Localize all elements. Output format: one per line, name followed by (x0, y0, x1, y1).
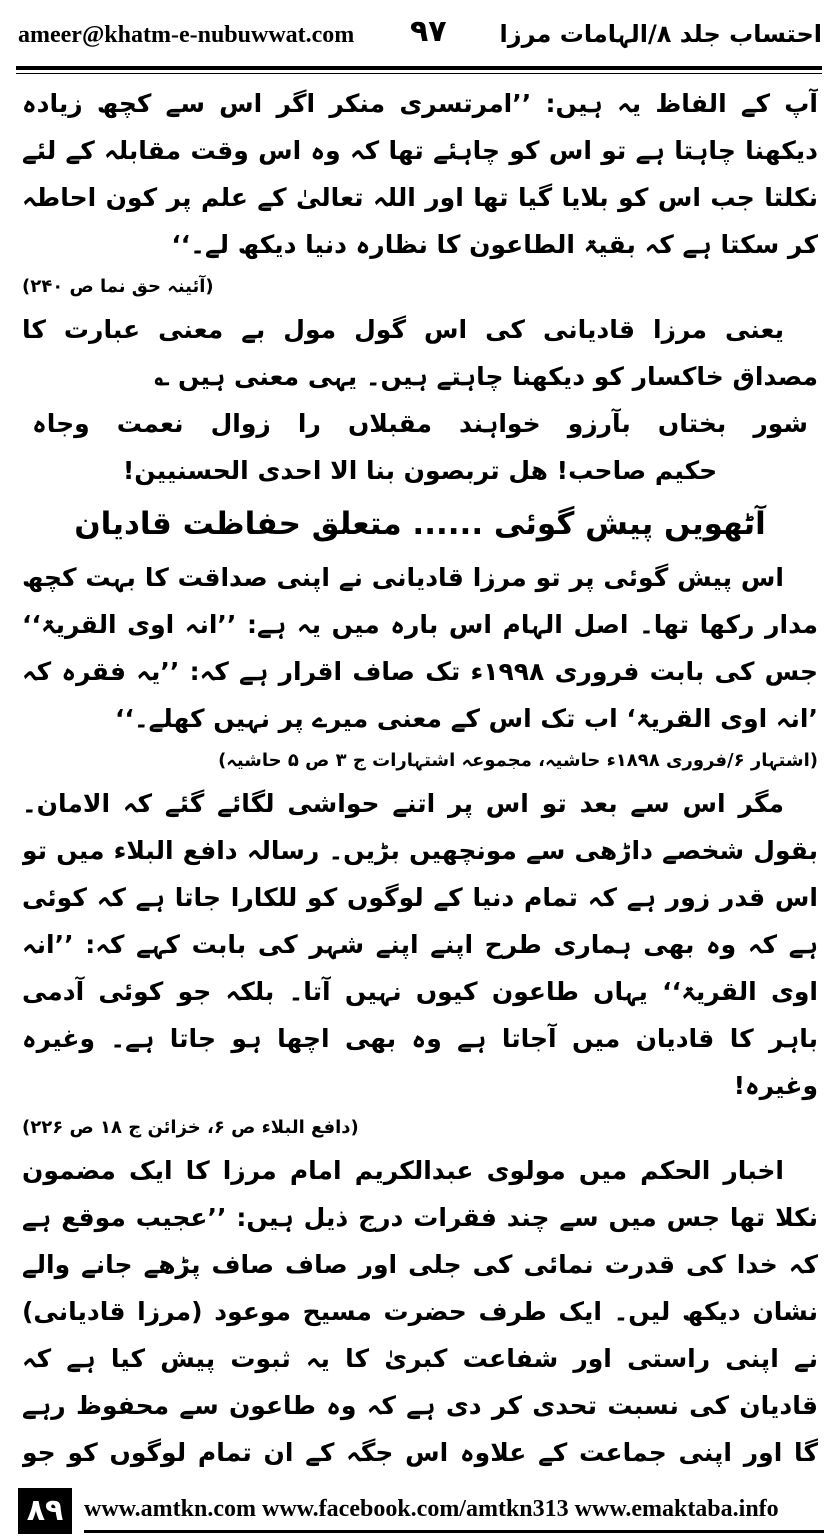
header-rule-thick (16, 66, 822, 70)
reference-3: (دافع البلاء ص ۶، خزائن ج ۱۸ ص ۲۲۶) (22, 1117, 359, 1138)
paragraph-alhakam: اخبار الحکم میں مولوی عبدالکریم امام مرزا کا ایک مضمون نکلا تھا جس میں سے چند فقرات درج ذیل ہیں: ’’عجیب موقع ہے کہ خدا کی قدرت نمائی کی جلی اور صاف صاف پڑھے جانے والے نشان دیکھ لیں۔ ایک طرف حضرت مسیح موعود (مرزا قادیانی) نے اپنی راستی اور شفاعت کبریٰ کا یہ ثبوت پیش کیا ہے کہ قادیان کی نسبت تحدی کر دی ہے کہ وہ طاعون سے محفوظ رہے گا اور اپنی جماعت کے علاوہ اس جگہ کے ان تمام لوگوں کو جو (22, 1156, 818, 1467)
verse-word: بختاں (657, 409, 727, 438)
header-email: ameer@khatm-e-nubuwwat.com (18, 22, 355, 48)
verse-word: شور (753, 409, 808, 438)
header-page-number: ۹۷ (410, 14, 447, 49)
arabic-challenge: حکیم صاحب! هل تربصون بنا الا احدی الحسنیین! (122, 456, 718, 485)
persian-verse (22, 400, 818, 447)
footer-rule (84, 1530, 824, 1533)
footer-websites: www.amtkn.com www.facebook.com/amtkn313 www.emaktaba.info (84, 1496, 779, 1522)
page-header (0, 0, 840, 76)
page-footer (0, 1488, 840, 1540)
header-rule-thin (16, 73, 822, 74)
verse-word: نعمت (116, 409, 184, 438)
paragraph-prophecy: اس پیش گوئی پر تو مرزا قادیانی نے اپنی صداقت کا بہت کچھ مدار رکھا تھا۔ اصل الہام اس بارہ میں یہ ہے: ’’انہ اوی القریۃ‘‘ جس کی بابت فروری ۱۹۹۸ء تک صاف اقرار ہے کہ: ’’یہ فقرہ کہ ’انہ اوی القریۃ‘ اب تک اس کے معنی میرے پر نہیں کھلے۔‘‘ (22, 563, 818, 733)
paragraph-quote: آپ کے الفاظ یہ ہیں: ’’امرتسری منکر اگر اس سے کچھ زیادہ دیکھنا چاہتا ہے تو اس کو چاہئے تھا کہ وہ اس وقت مقابلہ کے لئے نکلتا جب اس کو بلایا گیا تھا اور اللہ تعالیٰ کے علم پر کون احاطہ کر سکتا ہے کہ بقیۃ الطاعون کا نظارہ دنیا دیکھ لے۔‘‘ (22, 89, 818, 259)
header-title: احتساب جلد ۸/الہامات مرزا (499, 20, 822, 48)
page-body (22, 80, 818, 1474)
verse-word: وجاہ (32, 409, 90, 438)
reference-2: (اشتہار ۶/فروری ۱۸۹۸ء حاشیہ، مجموعہ اشتہارات ج ۳ ص ۵ حاشیہ) (218, 750, 818, 771)
verse-word: خواہند (459, 409, 541, 438)
verse-word: زوال (210, 409, 271, 438)
reference-1: (آئینہ حق نما ص ۲۴۰) (22, 276, 214, 297)
paragraph-elaboration: مگر اس سے بعد تو اس پر اتنے حواشی لگائے گئے کہ الامان۔ بقول شخصے داڑھی سے مونچھیں بڑیں۔ رسالہ دافع البلاء میں تو اس قدر زور ہے کہ تمام دنیا کے لوگوں کو للکارا جاتا ہے کہ کوئی ہے کہ وہ بھی ہماری طرح اپنے اپنے شہر کی بابت کہے کہ: ’’انہ اوی القریۃ‘‘ یہاں طاعون کیوں نہیں آتا۔ بلکہ جو کوئی آدمی باہر کا قادیان میں آجاتا ہے وہ بھی اچھا ہو جاتا ہے۔ وغیرہ وغیرہ! (22, 789, 818, 1100)
verse-word: را (297, 409, 321, 438)
verse-word: بآرزو (567, 409, 631, 438)
verse-word: مقبلاں (347, 409, 432, 438)
footer-page-number: ۸۹ (18, 1488, 72, 1534)
paragraph-commentary: یعنی مرزا قادیانی کی اس گول مول بے معنی عبارت کا مصداق خاکسار کو دیکھنا چاہتے ہیں۔ یہی معنی ہیں ؎ (22, 315, 818, 391)
section-heading: آٹھویں پیش گوئی ...... متعلق حفاظت قادیان (74, 506, 766, 542)
